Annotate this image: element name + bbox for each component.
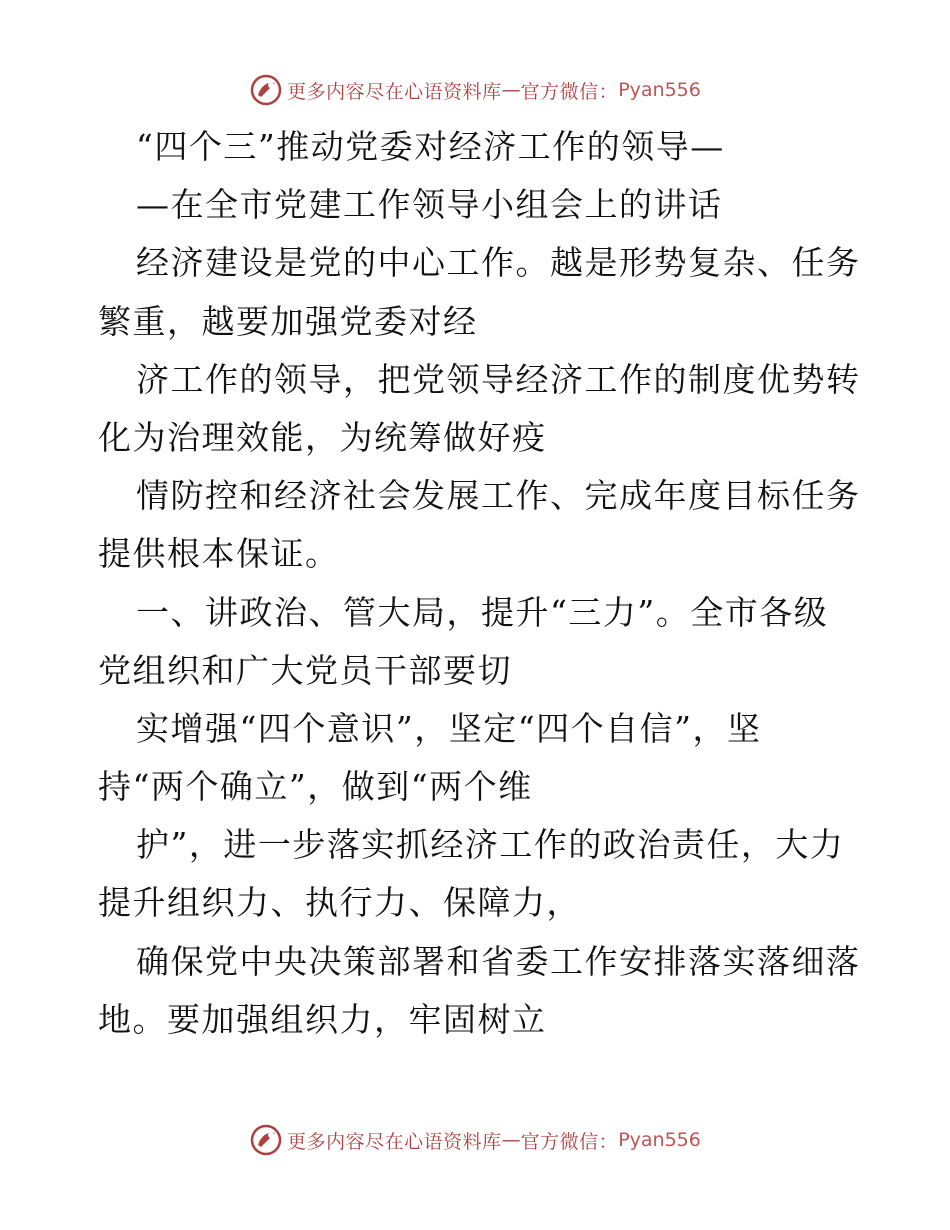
title-line-2: —在全市党建工作领导小组会上的讲话 <box>136 185 723 225</box>
paragraph-line: 济工作的领导，把党领导经济工作的制度优势转 <box>136 359 861 399</box>
watermark-wechat-id: Pyan556 <box>618 79 701 101</box>
paragraph-line: 地。要加强组织力，牢固树立 <box>98 999 547 1039</box>
flower-logo-icon <box>249 1123 283 1157</box>
paragraph-line: 化为治理效能，为统筹做好疫 <box>98 417 547 457</box>
document-body <box>98 118 861 1049</box>
watermark-text: 更多内容尽在心语资料库 <box>287 1130 502 1153</box>
header-watermark <box>0 70 950 110</box>
paragraph-line: 护”，进一步落实抓经济工作的政治责任，大力 <box>136 825 845 865</box>
watermark-separator: — <box>501 79 521 101</box>
paragraph-line: 持“两个确立”，做到“两个维 <box>98 767 533 807</box>
watermark-separator: — <box>501 1129 521 1151</box>
title-line-1: “四个三”推动党委对经济工作的领导— <box>136 127 725 166</box>
paragraph-line: 情防控和经济社会发展工作、完成年度目标任务 <box>136 476 861 516</box>
paragraph-line: 一、讲政治、管大局，提升“三力”。全市各级 <box>136 592 829 632</box>
watermark-text: 更多内容尽在心语资料库 <box>287 80 502 103</box>
paragraph-line: 提供根本保证。 <box>98 534 340 574</box>
watermark-wechat-id: Pyan556 <box>618 1129 701 1151</box>
paragraph-line: 经济建设是党的中心工作。越是形势复杂、任务 <box>136 243 861 283</box>
flower-logo-icon <box>249 73 283 107</box>
paragraph-line: 党组织和广大党员干部要切 <box>98 650 512 690</box>
watermark-wechat-label: 官方微信： <box>520 80 619 103</box>
watermark-wechat-label: 官方微信： <box>520 1130 619 1153</box>
footer-watermark <box>0 1120 950 1160</box>
paragraph-line: 确保党中央决策部署和省委工作安排落实落细落 <box>136 941 861 981</box>
paragraph-line: 提升组织力、执行力、保障力， <box>98 883 581 923</box>
paragraph-line: 实增强“四个意识”，坚定“四个自信”，坚 <box>136 708 762 748</box>
paragraph-line: 繁重，越要加强党委对经 <box>98 301 478 341</box>
